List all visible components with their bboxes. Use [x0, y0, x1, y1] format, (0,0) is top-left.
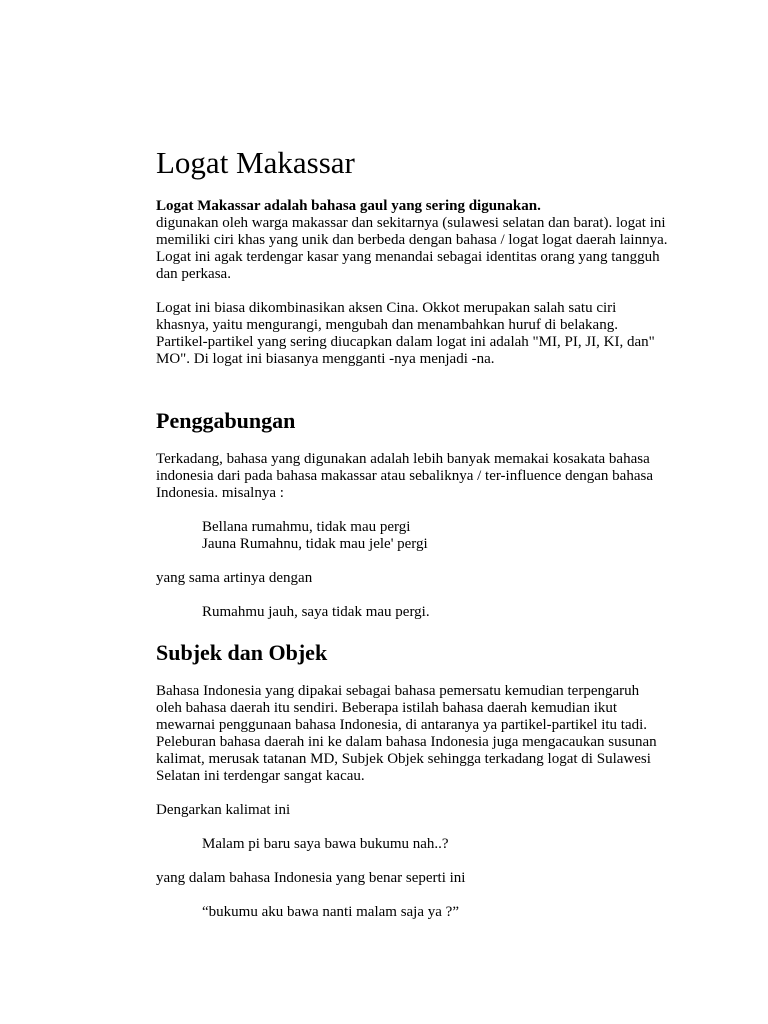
page-title: Logat Makassar: [156, 145, 355, 180]
example-correct-sentence: “bukumu aku bawa nanti malam saja ya ?”: [202, 904, 459, 920]
example-translation: Rumahmu jauh, saya tidak mau pergi.: [202, 604, 430, 620]
example-sentence: Malam pi baru saya bawa bukumu nah..?: [202, 836, 449, 852]
intro-bold-text: Logat Makassar adalah bahasa gaul yang sering digunakan.: [156, 198, 541, 214]
document-page: [156, 144, 668, 938]
example-block-2: [156, 604, 668, 621]
penggabungan-paragraph: Terkadang, bahasa yang digunakan adalah lebih banyak memakai kosakata bahasa indonesia dari pada bahasa makassar atau sebaliknya / ter-influence dengan bahasa Indonesia. misalnya :: [156, 451, 653, 501]
example-block-3: [156, 836, 668, 853]
correct-intro-text: yang dalam bahasa Indonesia yang benar seperti ini: [156, 870, 466, 886]
subjek-objek-paragraph: Bahasa Indonesia yang dipakai sebagai bahasa pemersatu kemudian terpengaruh oleh bahasa daerah itu sendiri. Beberapa istilah bahasa daerah kemudian ikut mewarnai penggunaan bahasa Indonesia, di antaranya ya partikel-partikel itu tadi. Peleburan bahasa daerah ini ke dalam bahasa Indonesia juga mengacaukan susunan kalimat, merusak tatanan MD, Subjek Objek sehingga terkadang logat di Sulawesi Selatan ini terdengar sangat kacau.: [156, 683, 657, 784]
intro-bold-sentence: [156, 198, 668, 215]
listen-text: Dengarkan kalimat ini: [156, 802, 291, 818]
same-meaning-text: yang sama artinya dengan: [156, 570, 313, 586]
section-spacer: [156, 385, 668, 407]
example-line-2: Jauna Rumahnu, tidak mau jele' pergi: [202, 536, 428, 552]
example-block-4: [156, 904, 668, 921]
intro-paragraph: digunakan oleh warga makassar dan sekitarnya (sulawesi selatan dan barat). logat ini memiliki ciri khas yang unik dan berbeda dengan bahasa / logat logat daerah lainnya. Logat ini agak terdengar kasar yang menandai sebagai identitas orang yang tangguh dan perkasa.: [156, 215, 668, 282]
aksen-paragraph: Logat ini biasa dikombinasikan aksen Cina. Okkot merupakan salah satu ciri khasnya, yaitu mengurangi, mengubah dan menambahkan huruf di belakang. Partikel-partikel yang sering diucapkan dalam logat ini adalah "MI, PI, JI, KI, dan" MO". Di logat ini biasanya mengganti -nya menjadi -na.: [156, 300, 655, 367]
section-heading-penggabungan: Penggabungan: [156, 408, 296, 433]
example-block-1: [156, 519, 668, 553]
section-heading-subjek-objek: Subjek dan Objek: [156, 640, 328, 665]
example-line-1: Bellana rumahmu, tidak mau pergi: [202, 519, 411, 535]
